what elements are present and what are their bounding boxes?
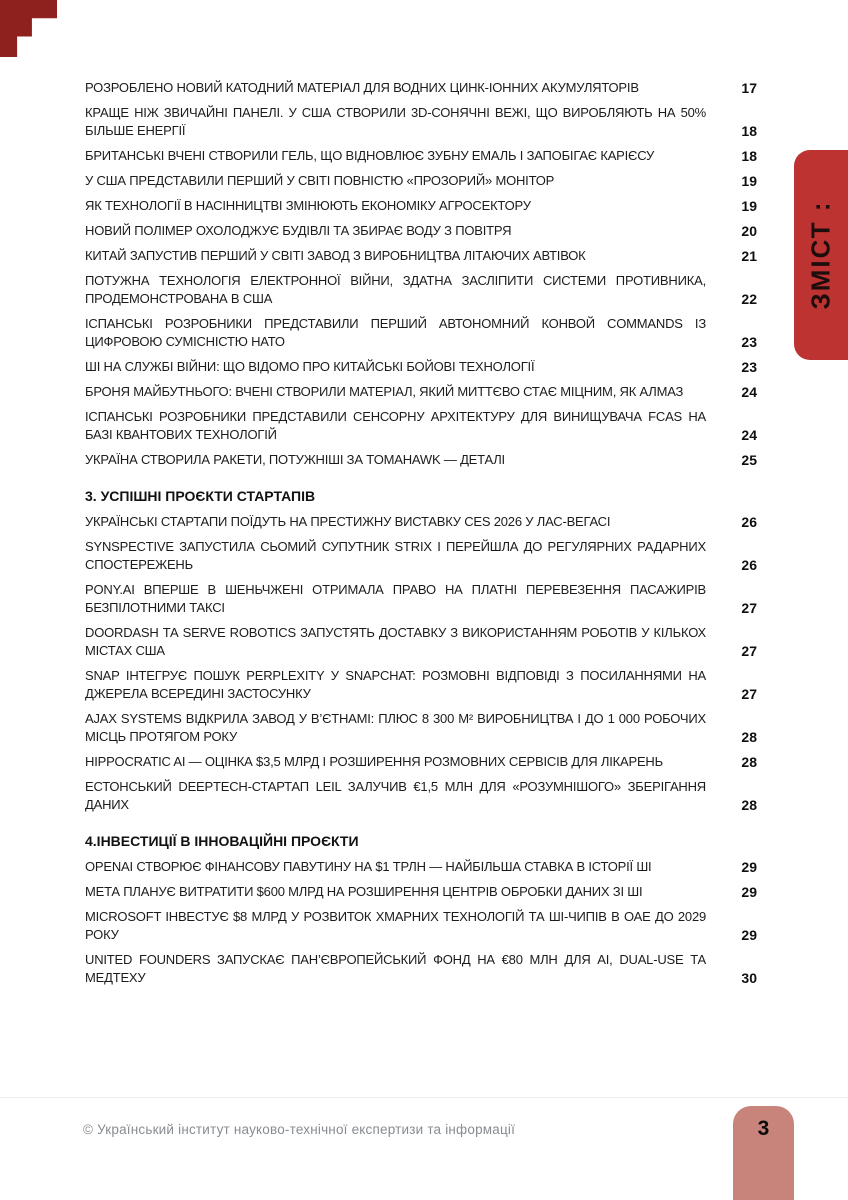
toc-entry-title: UNITED FOUNDERS ЗАПУСКАЄ ПАН’ЄВРОПЕЙСЬКИЙ ФОНД НА €80 МЛН ДЛЯ AI, DUAL-USE ТА МЕДТЕХУ bbox=[85, 952, 706, 985]
toc-entry bbox=[85, 197, 757, 215]
contents-side-tab bbox=[794, 150, 848, 360]
toc-entry-title: ШІ НА СЛУЖБІ ВІЙНИ: ЩО ВІДОМО ПРО КИТАЙСЬКІ БОЙОВІ ТЕХНОЛОГІЇ bbox=[85, 359, 535, 374]
toc-entry-page: 29 bbox=[741, 884, 757, 900]
toc-entry-page: 30 bbox=[741, 970, 757, 986]
toc-entry bbox=[85, 222, 757, 240]
toc-entry-page: 24 bbox=[741, 427, 757, 443]
toc-entry bbox=[85, 247, 757, 265]
toc-entry-title: ПОТУЖНА ТЕХНОЛОГІЯ ЕЛЕКТРОННОЇ ВІЙНИ, ЗДАТНА ЗАСЛІПИТИ СИСТЕМИ ПРОТИВНИКА, ПРОДЕМОНСТРОВАНА В США bbox=[85, 273, 706, 306]
toc-entry-page: 19 bbox=[741, 198, 757, 214]
toc-entry-title: У США ПРЕДСТАВИЛИ ПЕРШИЙ У СВІТІ ПОВНІСТЮ «ПРОЗОРИЙ» МОНІТОР bbox=[85, 173, 555, 188]
toc-entry-title: УКРАЇНСЬКІ СТАРТАПИ ПОЇДУТЬ НА ПРЕСТИЖНУ ВИСТАВКУ CES 2026 У ЛАС-ВЕГАСІ bbox=[85, 514, 611, 529]
toc-entry bbox=[85, 883, 757, 901]
toc-entry-page: 18 bbox=[741, 148, 757, 164]
toc-entry bbox=[85, 147, 757, 165]
toc-entry bbox=[85, 451, 757, 469]
toc-entry bbox=[85, 358, 757, 376]
toc-entry bbox=[85, 383, 757, 401]
toc-entry-title: MICROSOFT ІНВЕСТУЄ $8 МЛРД У РОЗВИТОК ХМАРНИХ ТЕХНОЛОГІЙ ТА ШІ-ЧИПІВ В ОАЕ ДО 2029 РОКУ bbox=[85, 909, 706, 942]
toc-entry bbox=[85, 513, 757, 531]
toc-entry bbox=[85, 272, 757, 308]
toc-entry-title: SYNSPECTIVE ЗАПУСТИЛА СЬОМИЙ СУПУТНИК STRIX І ПЕРЕЙШЛА ДО РЕГУЛЯРНИХ РАДАРНИХ СПОСТЕРЕЖЕНЬ bbox=[85, 539, 706, 572]
toc-entry bbox=[85, 951, 757, 987]
toc-entry-page: 25 bbox=[741, 452, 757, 468]
toc-sections bbox=[85, 79, 757, 994]
toc-entry-title: ІСПАНСЬКІ РОЗРОБНИКИ ПРЕДСТАВИЛИ ПЕРШИЙ АВТОНОМНИЙ КОНВОЙ COMMANDS ІЗ ЦИФРОВОЮ СУМІСНІСТЮ НАТО bbox=[85, 316, 706, 349]
toc-entry-page: 26 bbox=[741, 557, 757, 573]
footer-divider bbox=[0, 1097, 848, 1098]
toc-entry-page: 28 bbox=[741, 797, 757, 813]
toc-entry-page: 27 bbox=[741, 643, 757, 659]
toc-entry-title: БРИТАНСЬКІ ВЧЕНІ СТВОРИЛИ ГЕЛЬ, ЩО ВІДНОВЛЮЄ ЗУБНУ ЕМАЛЬ І ЗАПОБІГАЄ КАРІЄСУ bbox=[85, 148, 655, 163]
toc-entry bbox=[85, 104, 757, 140]
toc-entry bbox=[85, 778, 757, 814]
toc-entry-page: 21 bbox=[741, 248, 757, 264]
footer-copyright: © Український інститут науково-технічної експертизи та інформації bbox=[83, 1122, 516, 1137]
toc-entry-title: HIPPOCRATIC AI — ОЦІНКА $3,5 МЛРД І РОЗШИРЕННЯ РОЗМОВНИХ СЕРВІСІВ ДЛЯ ЛІКАРЕНЬ bbox=[85, 754, 663, 769]
toc-entry bbox=[85, 858, 757, 876]
toc-entry-page: 18 bbox=[741, 123, 757, 139]
page-number-tab bbox=[733, 1106, 794, 1200]
toc-entry-page: 22 bbox=[741, 291, 757, 307]
toc-entry-title: OPENAI СТВОРЮЄ ФІНАНСОВУ ПАВУТИНУ НА $1 ТРЛН — НАЙБІЛЬША СТАВКА В ІСТОРІЇ ШІ bbox=[85, 859, 652, 874]
toc-entry bbox=[85, 315, 757, 351]
toc-entry-page: 28 bbox=[741, 729, 757, 745]
toc-entry-page: 28 bbox=[741, 754, 757, 770]
toc-entry-page: 19 bbox=[741, 173, 757, 189]
toc-entry bbox=[85, 172, 757, 190]
toc-entry-page: 17 bbox=[741, 80, 757, 96]
toc-entry-title: КРАЩЕ НІЖ ЗВИЧАЙНІ ПАНЕЛІ. У США СТВОРИЛИ 3D-СОНЯЧНІ ВЕЖІ, ЩО ВИРОБЛЯЮТЬ НА 50% БІЛЬШЕ ЕНЕРГІЇ bbox=[85, 105, 706, 138]
toc-entry-title: SNAP ІНТЕГРУЄ ПОШУК PERPLEXITY У SNAPCHAT: РОЗМОВНІ ВІДПОВІДІ З ПОСИЛАННЯМИ НА ДЖЕРЕЛА ВСЕРЕДИНІ ЗАСТОСУНКУ bbox=[85, 668, 706, 701]
toc-entry-title: ЕСТОНСЬКИЙ DEEPTECH-СТАРТАП LEIL ЗАЛУЧИВ €1,5 МЛН ДЛЯ «РОЗУМНІШОГО» ЗБЕРІГАННЯ ДАНИХ bbox=[85, 779, 706, 812]
toc-entry-page: 29 bbox=[741, 927, 757, 943]
toc-entry-title: УКРАЇНА СТВОРИЛА РАКЕТИ, ПОТУЖНІШІ ЗА TOMAHAWK — ДЕТАЛІ bbox=[85, 452, 505, 467]
toc-entry-page: 27 bbox=[741, 686, 757, 702]
toc-entry bbox=[85, 581, 757, 617]
toc-entry-page: 29 bbox=[741, 859, 757, 875]
corner-ornament bbox=[0, 0, 57, 57]
toc-entry bbox=[85, 908, 757, 944]
toc-entry-page: 26 bbox=[741, 514, 757, 530]
toc-entry-title: МЕТА ПЛАНУЄ ВИТРАТИТИ $600 МЛРД НА РОЗШИРЕННЯ ЦЕНТРІВ ОБРОБКИ ДАНИХ ЗІ ШІ bbox=[85, 884, 643, 899]
toc-entry-title: НОВИЙ ПОЛІМЕР ОХОЛОДЖУЄ БУДІВЛІ ТА ЗБИРАЄ ВОДУ З ПОВІТРЯ bbox=[85, 223, 512, 238]
toc-entry bbox=[85, 79, 757, 97]
toc-entry-page: 23 bbox=[741, 359, 757, 375]
toc-entry-title: AJAX SYSTEMS ВІДКРИЛА ЗАВОД У В’ЄТНАМІ: ПЛЮС 8 300 М² ВИРОБНИЦТВА І ДО 1 000 РОБОЧИХ МІСЦЬ ПРОТЯГОМ РОКУ bbox=[85, 711, 706, 744]
toc-entry bbox=[85, 624, 757, 660]
toc-section-header: 4.ІНВЕСТИЦІЇ В ІННОВАЦІЙНІ ПРОЄКТИ bbox=[85, 833, 359, 849]
page-number: 3 bbox=[757, 1117, 770, 1140]
toc-entry-title: ІСПАНСЬКІ РОЗРОБНИКИ ПРЕДСТАВИЛИ СЕНСОРНУ АРХІТЕКТУРУ ДЛЯ ВИНИЩУВАЧА FCAS НА БАЗІ КВАНТОВИХ ТЕХНОЛОГІЙ bbox=[85, 409, 706, 442]
toc-entry-page: 23 bbox=[741, 334, 757, 350]
toc-section-header: 3. УСПІШНІ ПРОЄКТИ СТАРТАПІВ bbox=[85, 488, 316, 504]
toc-entry-page: 20 bbox=[741, 223, 757, 239]
toc-entry bbox=[85, 538, 757, 574]
toc-entry-page: 27 bbox=[741, 600, 757, 616]
toc-entry bbox=[85, 753, 757, 771]
toc-entry-title: КИТАЙ ЗАПУСТИВ ПЕРШИЙ У СВІТІ ЗАВОД З ВИРОБНИЦТВА ЛІТАЮЧИХ АВТІВОК bbox=[85, 248, 586, 263]
toc-entry-title: DOORDASH ТА SERVE ROBOTICS ЗАПУСТЯТЬ ДОСТАВКУ З ВИКОРИСТАННЯМ РОБОТІВ У КІЛЬКОХ МІСТАХ США bbox=[85, 625, 706, 658]
toc-entry-page: 24 bbox=[741, 384, 757, 400]
toc-entry-title: PONY.AI ВПЕРШЕ В ШЕНЬЧЖЕНІ ОТРИМАЛА ПРАВО НА ПЛАТНІ ПЕРЕВЕЗЕННЯ ПАСАЖИРІВ БЕЗПІЛОТНИМИ ТАКСІ bbox=[85, 582, 706, 615]
toc-entry bbox=[85, 710, 757, 746]
toc-entry-title: БРОНЯ МАЙБУТНЬОГО: ВЧЕНІ СТВОРИЛИ МАТЕРІАЛ, ЯКИЙ МИТТЄВО СТАЄ МІЦНИМ, ЯК АЛМАЗ bbox=[85, 384, 684, 399]
toc-entry-title: РОЗРОБЛЕНО НОВИЙ КАТОДНИЙ МАТЕРІАЛ ДЛЯ ВОДНИХ ЦИНК-ІОННИХ АКУМУЛЯТОРІВ bbox=[85, 80, 639, 95]
toc-entry-title: ЯК ТЕХНОЛОГІЇ В НАСІННИЦТВІ ЗМІНЮЮТЬ ЕКОНОМІКУ АГРОСЕКТОРУ bbox=[85, 198, 531, 213]
contents-tab-label: ЗМІСТ : bbox=[805, 200, 836, 310]
toc-entry bbox=[85, 408, 757, 444]
toc-entry bbox=[85, 667, 757, 703]
